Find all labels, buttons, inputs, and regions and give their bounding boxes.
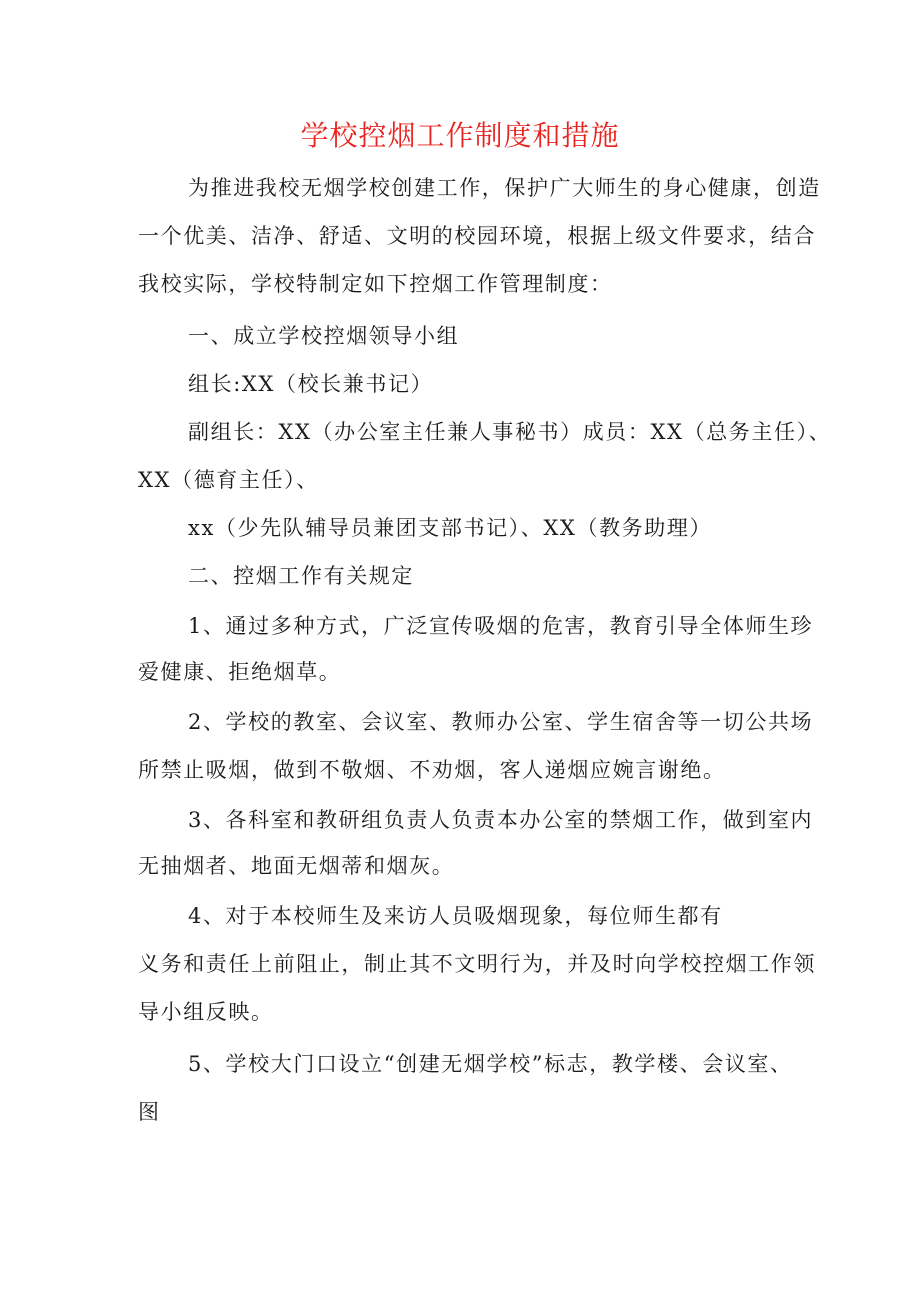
member-line-2: xx（少先队辅导员兼团支部书记）、XX（教务助理） xyxy=(188,516,713,540)
rule-1-line-1: 1、通过多种方式，广泛宣传吸烟的危害，教育引导全体师生珍 xyxy=(188,614,814,638)
deputy-leader-line: 副组长：XX（办公室主任兼人事秘书）成员：XX（总务主任）、 xyxy=(188,420,832,444)
document-title: 学校控烟工作制度和措施 xyxy=(300,119,620,152)
group-leader-line: 组长:XX（校长兼书记） xyxy=(188,372,434,396)
section-heading-1: 一、成立学校控烟领导小组 xyxy=(188,324,460,348)
rule-5-line-2: 图 xyxy=(138,1100,161,1124)
rule-2-line-1: 2、学校的教室、会议室、教师办公室、学生宿舍等一切公共场 xyxy=(188,710,814,734)
rule-4-line-2: 义务和责任上前阻止，制止其不文明行为，并及时向学校控烟工作领 xyxy=(138,952,816,976)
rule-1-line-2: 爱健康、拒绝烟草。 xyxy=(138,660,342,684)
rule-3-line-1: 3、各科室和教研组负责人负责本办公室的禁烟工作，做到室内 xyxy=(188,808,814,832)
intro-line-3: 我校实际，学校特制定如下控烟工作管理制度： xyxy=(138,272,613,296)
rule-4-line-3: 导小组反映。 xyxy=(138,1000,274,1024)
rule-4-line-1: 4、对于本校师生及来访人员吸烟现象，每位师生都有 xyxy=(188,904,723,928)
intro-line-1: 为推进我校无烟学校创建工作，保护广大师生的身心健康，创造 xyxy=(188,176,821,200)
rule-5-line-1: 5、学校大门口设立“创建无烟学校”标志，教学楼、会议室、 xyxy=(188,1052,793,1076)
member-line-1: XX（德育主任）、 xyxy=(138,468,319,492)
rule-2-line-2: 所禁止吸烟，做到不敬烟、不劝烟，客人递烟应婉言谢绝。 xyxy=(138,758,726,782)
intro-line-2: 一个优美、洁净、舒适、文明的校园环境，根据上级文件要求，结合 xyxy=(138,224,816,248)
rule-3-line-2: 无抽烟者、地面无烟蒂和烟灰。 xyxy=(138,854,455,878)
section-heading-2: 二、控烟工作有关规定 xyxy=(188,564,414,588)
